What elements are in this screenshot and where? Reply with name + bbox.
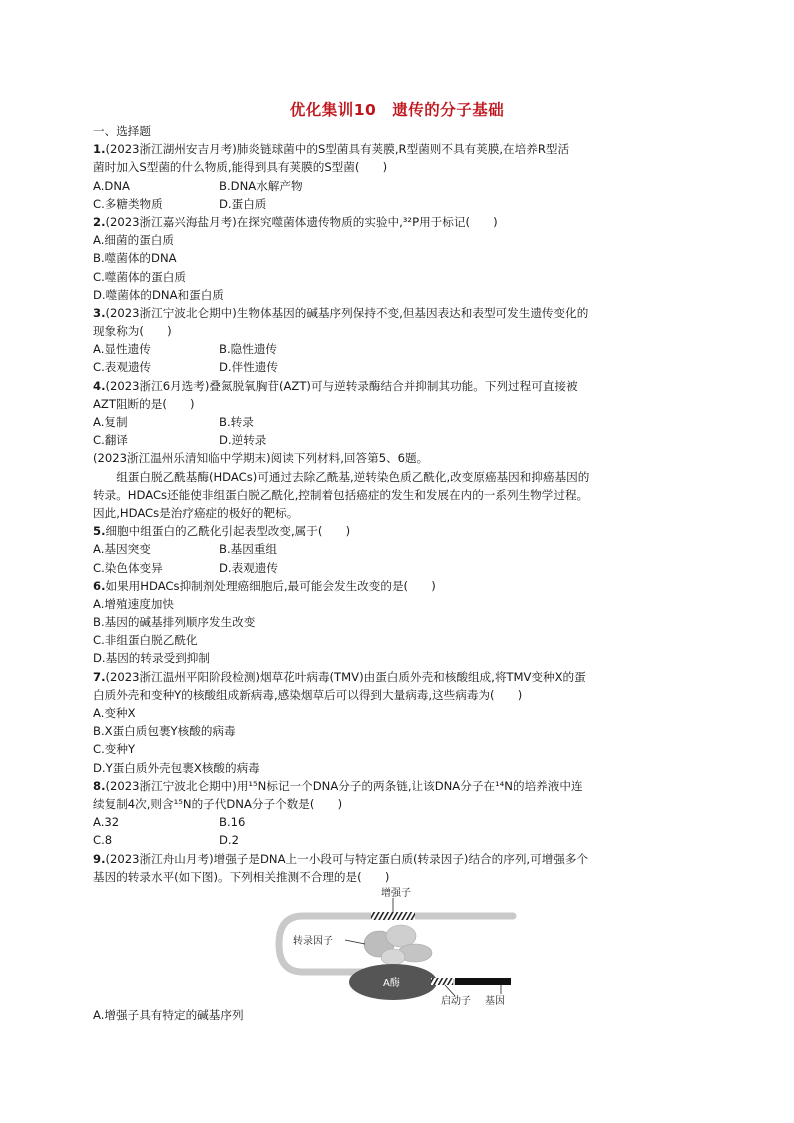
option-b: B.转录 [219,415,254,429]
question-7: 7.(2023浙江温州平阳阶段检测)烟草花叶病毒(TMV)由蛋白质外壳和核酸组成,将TMV变种X的蛋 [93,669,586,684]
option-c: C.非组蛋白脱乙酰化 [93,633,198,648]
question-4-stem-cont: AZT阻断的是( ) [93,396,195,411]
option-a: A.32 [93,815,120,830]
enhancer-label: 增强子 [381,887,411,899]
enzyme-a-label: A酶 [383,977,400,989]
gene-label: 基因 [485,995,505,1006]
option-c: C.染色体变异 [93,560,163,575]
promoter-label: 启动子 [441,995,471,1006]
section-heading: 一、选择题 [93,124,151,138]
page-title: 优化集训10 遗传的分子基础 [289,101,505,119]
option-b: B.DNA水解产物 [219,178,303,193]
passage-paragraph-cont: 转录。HDACs还能使非组蛋白脱乙酰化,控制着包括癌症的发生和发展在内的一系列生物学过程。 [93,487,589,502]
option-a: A.DNA [93,178,130,193]
option-d: D.噬菌体的DNA和蛋白质 [93,287,224,302]
question-7-stem: (2023浙江温州平阳阶段检测)烟草花叶病毒(TMV)由蛋白质外壳和核酸组成,将TMV变种X的蛋 [105,669,586,684]
question-4-stem: (2023浙江6月选考)叠氮脱氧胸苷(AZT)可与逆转录酶结合并抑制其功能。下列过程可直接被 [105,378,578,393]
question-8-options [93,813,699,831]
option-b: B.噬菌体的DNA [93,251,177,266]
option-a: A.增强子具有特定的碱基序列 [93,1007,244,1022]
option-a: A.细菌的蛋白质 [93,233,174,248]
option-b: B.X蛋白质包裹Y核酸的病毒 [93,724,236,739]
option-c: C.8 [93,833,113,848]
option-b: B.基因重组 [219,542,278,557]
passage-paragraph: 组蛋白脱乙酰基酶(HDACs)可通过去除乙酰基,逆转染色质乙酰化,改变原癌基因和抑癌基因的 [116,469,590,484]
option-d: D.逆转录 [219,433,267,448]
question-5-options [93,540,699,558]
question-6-stem: 如果用HDACs抑制剂处理癌细胞后,最可能会发生改变的是( ) [105,578,436,593]
option-c: C.变种Y [93,742,136,757]
question-8: 8.(2023浙江宁波北仑期中)用¹⁵N标记一个DNA分子的两条链,让该DNA分子在¹⁴N的培养液中连 [93,778,583,793]
question-7-stem-cont: 白质外壳和变种Y的核酸组成新病毒,感染烟草后可以得到大量病毒,这些病毒为( ) [93,687,523,702]
question-5-options [93,559,699,577]
option-d: D.基因的转录受到抑制 [93,651,210,666]
question-2-stem: (2023浙江嘉兴海盐月考)在探究噬菌体遗传物质的实验中,³²P用于标记( ) [105,214,498,229]
option-d: D.蛋白质 [219,196,267,211]
question-9-stem-cont: 基因的转录水平(如下图)。下列相关推测不合理的是( ) [93,869,390,884]
question-5-stem: 细胞中组蛋白的乙酰化引起表型改变,属于( ) [105,524,351,539]
passage-paragraph-cont: 因此,HDACs是治疗癌症的极好的靶标。 [93,505,299,520]
option-d: D.伴性遗传 [219,360,278,375]
question-3-options [93,340,699,358]
question-3-stem-cont: 现象称为( ) [93,324,172,339]
question-4-options [93,413,699,431]
question-1: 1.(2023浙江湖州安吉月考)肺炎链球菌中的S型菌具有荚膜,R型菌则不具有荚膜,在培养R型活 [93,142,570,157]
enhancer-segment [371,912,415,920]
question-8-stem-cont: 续复制4次,则含¹⁵N的子代DNA分子个数是( ) [93,796,343,811]
question-3-options [93,358,699,376]
question-1-stem-cont: 菌时加入S型菌的什么物质,能得到具有荚膜的S型菌( ) [93,160,388,175]
option-b: B.16 [219,815,246,830]
tf-label: 转录因子 [293,935,333,947]
option-d: D.2 [219,833,239,848]
option-c: C.噬菌体的蛋白质 [93,269,186,284]
transcription-factor-shape [386,925,416,947]
question-1-options [93,177,699,195]
question-5: 5.细胞中组蛋白的乙酰化引起表型改变,属于( ) [93,524,351,539]
question-2: 2.(2023浙江嘉兴海盐月考)在探究噬菌体遗传物质的实验中,³²P用于标记( ) [93,214,498,229]
question-list [93,122,699,1024]
question-8-options [93,831,699,849]
enhancer-diagram-svg [273,886,533,1006]
tf-leader [345,940,365,944]
promoter-segment [431,978,453,985]
gene-segment [455,978,511,985]
passage-intro: (2023浙江温州乐清知临中学期末)阅读下列材料,回答第5、6题。 [93,451,429,466]
option-c: C.多糖类物质 [93,196,163,211]
question-9: 9.(2023浙江舟山月考)增强子是DNA上一小段可与特定蛋白质(转录因子)结合的序列,可增强多个 [93,851,589,866]
option-a: A.增殖速度加快 [93,596,174,611]
option-a: A.复制 [93,415,128,429]
question-8-stem: (2023浙江宁波北仑期中)用¹⁵N标记一个DNA分子的两条链,让该DNA分子在¹⁴N的培养液中连 [105,778,583,793]
option-a: A.显性遗传 [93,342,151,357]
question-1-options [93,195,699,213]
question-1-stem: (2023浙江湖州安吉月考)肺炎链球菌中的S型菌具有荚膜,R型菌则不具有荚膜,在培养R型活 [105,142,570,157]
question-3: 3.(2023浙江宁波北仑期中)生物体基因的碱基序列保持不变,但基因表达和表型可发生遗传变化的 [93,305,589,320]
question-6: 6.如果用HDACs抑制剂处理癌细胞后,最可能会发生改变的是( ) [93,578,436,593]
option-a: A.基因突变 [93,542,151,557]
question-3-stem: (2023浙江宁波北仑期中)生物体基因的碱基序列保持不变,但基因表达和表型可发生遗传变化的 [105,305,589,320]
option-d: D.表观遗传 [219,560,278,575]
option-c: C.翻译 [93,433,128,448]
option-b: B.隐性遗传 [219,342,278,357]
option-d: D.Y蛋白质外壳包裹X核酸的病毒 [93,760,260,775]
transcription-factor-shape [381,949,405,965]
option-a: A.变种X [93,706,136,720]
option-b: B.基因的碱基排列顺序发生改变 [93,615,256,630]
enhancer-diagram [93,886,699,1006]
option-c: C.表观遗传 [93,360,152,375]
question-4: 4.(2023浙江6月选考)叠氮脱氧胸苷(AZT)可与逆转录酶结合并抑制其功能。下列过程可直接被 [93,378,578,393]
question-9-stem: (2023浙江舟山月考)增强子是DNA上一小段可与特定蛋白质(转录因子)结合的序列,可增强多个 [105,851,589,866]
question-4-options [93,431,699,449]
promoter-leader [445,985,455,996]
